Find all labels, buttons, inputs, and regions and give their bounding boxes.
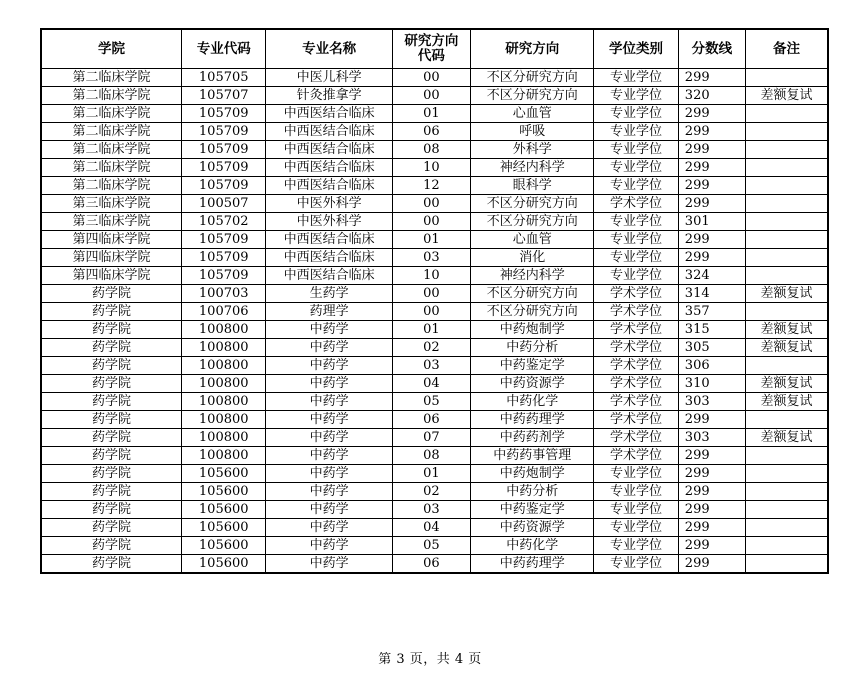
cell-college: 药学院 [41,357,181,375]
cell-direction: 中药分析 [471,339,594,357]
cell-score-line: 299 [678,447,745,465]
cell-major-name: 中药学 [266,393,392,411]
cell-degree-type: 学术学位 [594,411,679,429]
cell-major-code: 105705 [181,69,266,87]
cell-degree-type: 专业学位 [594,465,679,483]
header-score-line: 分数线 [678,29,745,69]
cell-college: 药学院 [41,411,181,429]
cell-remarks: 差额复试 [745,339,828,357]
cell-degree-type: 专业学位 [594,123,679,141]
cell-remarks [745,141,828,159]
cell-degree-type: 专业学位 [594,141,679,159]
cell-direction-code: 05 [392,537,470,555]
cell-direction: 中药化学 [471,537,594,555]
cell-direction-code: 02 [392,483,470,501]
cell-major-name: 中西医结合临床 [266,141,392,159]
table-row [41,177,828,195]
cell-major-name: 药理学 [266,303,392,321]
cell-direction-code: 01 [392,465,470,483]
table-row [41,285,828,303]
cell-major-name: 中医儿科学 [266,69,392,87]
cell-degree-type: 学术学位 [594,357,679,375]
header-direction-code: 研究方向 代码 [392,29,470,69]
table-row [41,429,828,447]
cell-college: 第二临床学院 [41,177,181,195]
cell-score-line: 299 [678,249,745,267]
header-major-name: 专业名称 [266,29,392,69]
cell-score-line: 315 [678,321,745,339]
cell-remarks [745,483,828,501]
cell-college: 第二临床学院 [41,159,181,177]
cell-major-code: 100800 [181,375,266,393]
cell-direction-code: 00 [392,285,470,303]
cell-degree-type: 专业学位 [594,213,679,231]
cell-college: 第四临床学院 [41,249,181,267]
cell-score-line: 299 [678,465,745,483]
cell-college: 药学院 [41,537,181,555]
cell-direction: 不区分研究方向 [471,195,594,213]
cell-college: 第三临床学院 [41,195,181,213]
cell-direction: 中药药理学 [471,555,594,574]
cell-direction-code: 02 [392,339,470,357]
cell-college: 药学院 [41,375,181,393]
cell-direction: 中药炮制学 [471,465,594,483]
cell-degree-type: 学术学位 [594,339,679,357]
page-number-text: 第 3 页，共 4 页 [378,652,482,667]
cell-major-code: 105709 [181,105,266,123]
cell-major-code: 100800 [181,339,266,357]
cell-direction-code: 01 [392,231,470,249]
cell-score-line: 301 [678,213,745,231]
table-row [41,87,828,105]
cell-degree-type: 专业学位 [594,555,679,574]
table-row [41,321,828,339]
cell-major-name: 中药学 [266,429,392,447]
cell-direction: 中药药理学 [471,411,594,429]
cell-degree-type: 专业学位 [594,501,679,519]
table-row [41,159,828,177]
cell-major-code: 105707 [181,87,266,105]
cell-major-name: 中药学 [266,465,392,483]
cell-direction-code: 03 [392,501,470,519]
header-major-code: 专业代码 [181,29,266,69]
cell-major-name: 中药学 [266,447,392,465]
cell-degree-type: 专业学位 [594,159,679,177]
cell-remarks: 差额复试 [745,393,828,411]
cell-major-code: 105709 [181,123,266,141]
cell-major-code: 105709 [181,177,266,195]
cell-direction: 神经内科学 [471,267,594,285]
cell-degree-type: 专业学位 [594,69,679,87]
table-row [41,123,828,141]
cell-direction: 外科学 [471,141,594,159]
cell-major-name: 中西医结合临床 [266,231,392,249]
cell-direction: 眼科学 [471,177,594,195]
cell-major-name: 中西医结合临床 [266,267,392,285]
cell-remarks [745,447,828,465]
cell-major-code: 100507 [181,195,266,213]
cell-direction-code: 04 [392,519,470,537]
cell-score-line: 299 [678,231,745,249]
table-row [41,339,828,357]
cell-direction: 心血管 [471,105,594,123]
table-row [41,519,828,537]
cell-degree-type: 学术学位 [594,375,679,393]
cell-college: 第三临床学院 [41,213,181,231]
cell-degree-type: 学术学位 [594,393,679,411]
table-row [41,375,828,393]
cell-major-name: 中药学 [266,555,392,574]
cell-college: 药学院 [41,501,181,519]
cell-direction-code: 08 [392,447,470,465]
cell-score-line: 299 [678,141,745,159]
cell-major-code: 100706 [181,303,266,321]
cell-major-name: 中药学 [266,375,392,393]
table-row [41,537,828,555]
cell-degree-type: 专业学位 [594,249,679,267]
cell-college: 药学院 [41,393,181,411]
cell-college: 第二临床学院 [41,141,181,159]
cell-remarks [745,501,828,519]
cell-direction: 中药资源学 [471,519,594,537]
cell-direction-code: 03 [392,357,470,375]
table-row [41,267,828,285]
cell-direction: 不区分研究方向 [471,69,594,87]
cell-score-line: 299 [678,537,745,555]
cell-major-code: 105600 [181,483,266,501]
cell-direction: 中药药事管理 [471,447,594,465]
header-direction: 研究方向 [471,29,594,69]
table-row [41,465,828,483]
cell-remarks [745,195,828,213]
cell-score-line: 299 [678,483,745,501]
cell-direction-code: 00 [392,303,470,321]
cell-direction: 中药鉴定学 [471,501,594,519]
cell-direction-code: 10 [392,267,470,285]
cell-remarks [745,411,828,429]
table-header [41,29,828,69]
cell-score-line: 299 [678,105,745,123]
cell-remarks: 差额复试 [745,321,828,339]
cell-college: 药学院 [41,321,181,339]
table-row [41,303,828,321]
cell-major-name: 中西医结合临床 [266,123,392,141]
table-row [41,555,828,574]
cell-major-name: 中药学 [266,537,392,555]
cell-college: 药学院 [41,285,181,303]
cell-college: 药学院 [41,483,181,501]
cell-college: 药学院 [41,519,181,537]
cell-remarks [745,105,828,123]
cell-direction-code: 00 [392,69,470,87]
cell-remarks [745,69,828,87]
cell-remarks [745,357,828,375]
cell-score-line: 357 [678,303,745,321]
cell-remarks [745,519,828,537]
cell-remarks: 差额复试 [745,87,828,105]
table-row [41,69,828,87]
cell-college: 第四临床学院 [41,231,181,249]
cell-score-line: 310 [678,375,745,393]
cell-major-code: 100800 [181,393,266,411]
cell-college: 药学院 [41,447,181,465]
cell-college: 药学院 [41,465,181,483]
cell-direction: 神经内科学 [471,159,594,177]
cell-major-code: 100800 [181,429,266,447]
header-degree-type: 学位类别 [594,29,679,69]
table-row [41,411,828,429]
cell-degree-type: 专业学位 [594,483,679,501]
cell-remarks [745,249,828,267]
cell-college: 第二临床学院 [41,123,181,141]
cell-college: 第二临床学院 [41,105,181,123]
cell-remarks [745,555,828,574]
cell-direction-code: 06 [392,411,470,429]
cell-direction: 心血管 [471,231,594,249]
table-row [41,483,828,501]
cell-college: 药学院 [41,303,181,321]
cell-college: 第四临床学院 [41,267,181,285]
table-row [41,213,828,231]
cell-score-line: 305 [678,339,745,357]
cell-major-code: 105600 [181,537,266,555]
cell-degree-type: 学术学位 [594,447,679,465]
cell-direction-code: 05 [392,393,470,411]
cell-college: 药学院 [41,555,181,574]
cell-major-code: 100800 [181,411,266,429]
header-row [41,29,828,69]
cell-remarks [745,267,828,285]
cell-score-line: 324 [678,267,745,285]
cell-degree-type: 专业学位 [594,519,679,537]
cell-major-name: 中药学 [266,357,392,375]
cell-direction: 中药药剂学 [471,429,594,447]
cell-major-name: 生药学 [266,285,392,303]
cell-degree-type: 学术学位 [594,321,679,339]
cell-major-code: 100800 [181,357,266,375]
cell-score-line: 320 [678,87,745,105]
cell-major-code: 105600 [181,465,266,483]
cell-direction: 呼吸 [471,123,594,141]
cell-major-code: 100800 [181,321,266,339]
cell-major-code: 105600 [181,519,266,537]
cell-major-code: 105600 [181,555,266,574]
cell-degree-type: 专业学位 [594,231,679,249]
cell-direction-code: 00 [392,213,470,231]
cell-direction: 中药炮制学 [471,321,594,339]
table-row [41,195,828,213]
cell-direction: 不区分研究方向 [471,285,594,303]
cell-major-name: 中药学 [266,519,392,537]
cell-score-line: 299 [678,555,745,574]
cell-score-line: 299 [678,177,745,195]
cell-remarks [745,123,828,141]
cell-direction-code: 01 [392,105,470,123]
table-row [41,249,828,267]
cell-direction: 消化 [471,249,594,267]
table-row [41,501,828,519]
cell-major-name: 中药学 [266,321,392,339]
cell-remarks [745,303,828,321]
header-remarks: 备注 [745,29,828,69]
cell-college: 第二临床学院 [41,69,181,87]
header-college: 学院 [41,29,181,69]
cell-direction-code: 08 [392,141,470,159]
cell-major-name: 中西医结合临床 [266,159,392,177]
cell-degree-type: 学术学位 [594,285,679,303]
cell-score-line: 299 [678,123,745,141]
cell-major-code: 100703 [181,285,266,303]
cell-major-code: 100800 [181,447,266,465]
cell-major-code: 105709 [181,267,266,285]
cell-direction-code: 04 [392,375,470,393]
cell-degree-type: 专业学位 [594,267,679,285]
cell-direction-code: 00 [392,195,470,213]
cell-degree-type: 专业学位 [594,105,679,123]
cell-direction: 中药分析 [471,483,594,501]
cell-remarks [745,465,828,483]
score-table [40,28,829,574]
cell-direction: 不区分研究方向 [471,87,594,105]
cell-direction: 不区分研究方向 [471,303,594,321]
cell-major-name: 中药学 [266,501,392,519]
cell-remarks [745,231,828,249]
cell-remarks [745,177,828,195]
table-row [41,231,828,249]
cell-major-name: 中医外科学 [266,195,392,213]
cell-degree-type: 学术学位 [594,195,679,213]
cell-direction-code: 12 [392,177,470,195]
cell-direction-code: 03 [392,249,470,267]
cell-major-name: 中西医结合临床 [266,249,392,267]
cell-major-name: 中药学 [266,411,392,429]
cell-degree-type: 专业学位 [594,537,679,555]
cell-major-name: 中医外科学 [266,213,392,231]
cell-direction: 中药化学 [471,393,594,411]
cell-remarks [745,537,828,555]
cell-college: 药学院 [41,339,181,357]
cell-remarks [745,213,828,231]
cell-degree-type: 学术学位 [594,429,679,447]
cell-remarks: 差额复试 [745,375,828,393]
cell-college: 药学院 [41,429,181,447]
cell-degree-type: 专业学位 [594,87,679,105]
cell-score-line: 299 [678,501,745,519]
cell-score-line: 299 [678,195,745,213]
cell-major-code: 105709 [181,141,266,159]
cell-direction-code: 07 [392,429,470,447]
cell-remarks [745,159,828,177]
cell-major-name: 中西医结合临床 [266,105,392,123]
cell-score-line: 299 [678,159,745,177]
cell-direction-code: 01 [392,321,470,339]
cell-degree-type: 学术学位 [594,303,679,321]
cell-direction-code: 06 [392,123,470,141]
cell-score-line: 303 [678,393,745,411]
cell-direction: 中药资源学 [471,375,594,393]
table-row [41,105,828,123]
cell-direction-code: 06 [392,555,470,574]
cell-direction-code: 00 [392,87,470,105]
table-row [41,357,828,375]
table-row [41,393,828,411]
cell-major-name: 中西医结合临床 [266,177,392,195]
cell-score-line: 314 [678,285,745,303]
cell-major-code: 105702 [181,213,266,231]
cell-score-line: 306 [678,357,745,375]
cell-major-code: 105600 [181,501,266,519]
cell-major-name: 针灸推拿学 [266,87,392,105]
cell-college: 第二临床学院 [41,87,181,105]
cell-direction-code: 10 [392,159,470,177]
cell-major-code: 105709 [181,249,266,267]
cell-remarks: 差额复试 [745,429,828,447]
table-row [41,447,828,465]
cell-score-line: 299 [678,519,745,537]
cell-remarks: 差额复试 [745,285,828,303]
table-row [41,141,828,159]
cell-direction: 不区分研究方向 [471,213,594,231]
cell-degree-type: 专业学位 [594,177,679,195]
cell-score-line: 299 [678,69,745,87]
cell-major-name: 中药学 [266,483,392,501]
cell-score-line: 299 [678,411,745,429]
cell-major-code: 105709 [181,159,266,177]
table-body [41,69,828,574]
cell-direction: 中药鉴定学 [471,357,594,375]
cell-major-code: 105709 [181,231,266,249]
page-footer [0,648,860,667]
cell-major-name: 中药学 [266,339,392,357]
cell-score-line: 303 [678,429,745,447]
